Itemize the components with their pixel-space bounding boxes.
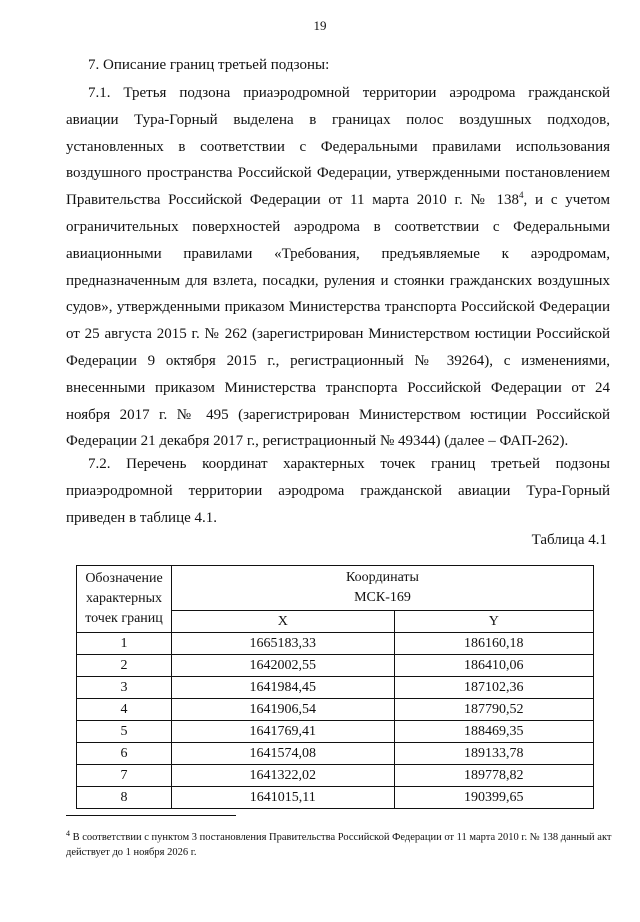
point-number-cell: 4 [77,699,172,721]
table-row [77,699,594,721]
x-coordinate-cell: 1641906,54 [172,699,395,721]
point-number-cell: 7 [77,765,172,787]
table-row [77,633,594,655]
x-coordinate-cell: 1641322,02 [172,765,395,787]
table-row [77,677,594,699]
footnote-marker: 4 [66,829,70,838]
header-coordinate-system: МСК-169 [354,590,411,605]
y-coordinate-cell: 186410,06 [394,655,593,677]
point-number-cell: 6 [77,743,172,765]
paragraph-7-2: 7.2. Перечень координат характерных точек границ третьей подзоны приаэродромной территории аэродрома гражданской авиации Тура-Горный приведен в таблице 4.1. [66,456,610,526]
header-coordinates-title: Координаты [346,570,419,585]
coordinates-table [76,565,594,809]
header-x: X [172,611,395,633]
table-header-row [77,566,594,611]
header-points-label: Обозначение характерных точек границ [77,566,172,633]
x-coordinate-cell: 1641984,45 [172,677,395,699]
footnote-divider [66,815,236,816]
x-coordinate-cell: 1641015,11 [172,787,395,809]
table-caption: Таблица 4.1 [531,532,607,548]
x-coordinate-cell: 1641574,08 [172,743,395,765]
paragraph-7-1-text-start: 7.1. Третья подзона приаэродромной территории аэродрома гражданской авиации Тура-Горный выделена в границах полос воздушных подходов, установленных в соответствии с Федеральными правилами использования воздушного пространства Российской Федерации, утвержденными постановлением Правительства Российской Федерации от 11 марта 2010 г. № 138 [66,85,610,209]
coordinates-table-body [77,566,594,809]
header-coordinates [172,566,594,611]
point-number-cell: 2 [77,655,172,677]
header-y: Y [394,611,593,633]
footnote-reference: 4 [519,190,524,201]
page-number: 19 [313,18,327,33]
y-coordinate-cell: 190399,65 [394,787,593,809]
section-heading: 7. Описание границ третьей подзоны: [88,57,330,73]
x-coordinate-cell: 1642002,55 [172,655,395,677]
y-coordinate-cell: 187102,36 [394,677,593,699]
table-row [77,721,594,743]
point-number-cell: 1 [77,633,172,655]
y-coordinate-cell: 189133,78 [394,743,593,765]
table-row [77,655,594,677]
point-number-cell: 3 [77,677,172,699]
point-number-cell: 5 [77,721,172,743]
point-number-cell: 8 [77,787,172,809]
footnote-text: В соответствии с пунктом 3 постановления Правительства Российской Федерации от 11 марта 2010 г. № 138 данный акт действует до 1 ноября 2026 г. [66,832,612,858]
y-coordinate-cell: 188469,35 [394,721,593,743]
paragraph-7-1 [66,80,610,455]
paragraph-7-1-text-end: , и с учетом ограничительных поверхностей аэродрома в соответствии с Федеральными авиационными правилами «Требования, предъявляемые к аэродромам, предназначенным для взлета, посадки, руления и стоянки гражданских воздушных судов», утвержденными приказом Министерства транспорта Российской Федерации от 25 августа 2015 г. № 262 (зарегистрирован Министерством юстиции Российской Федерации 9 октября 2015 г., регистрационный № 39264), с изменениями, внесенными приказом Министерства транспорта Российской Федерации от 24 ноября 2017 г. № 495 (зарегистрирован Министерством юстиции Российской Федерации 21 декабря 2017 г., регистрационный № 49344) (далее – ФАП-262). [66,192,610,450]
table-row [77,743,594,765]
table-row [77,765,594,787]
footnote [66,830,614,860]
y-coordinate-cell: 189778,82 [394,765,593,787]
table-row [77,787,594,809]
y-coordinate-cell: 187790,52 [394,699,593,721]
x-coordinate-cell: 1665183,33 [172,633,395,655]
y-coordinate-cell: 186160,18 [394,633,593,655]
x-coordinate-cell: 1641769,41 [172,721,395,743]
